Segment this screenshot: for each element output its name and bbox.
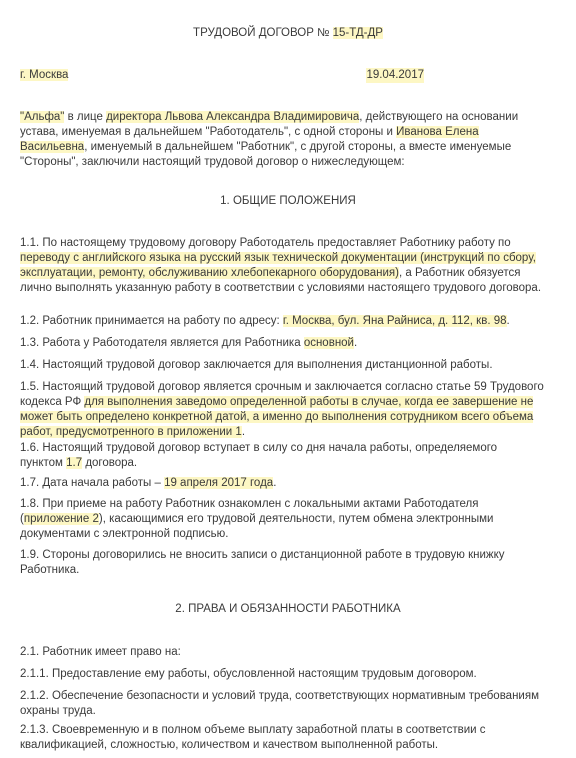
contract-term: для выполнения заведомо определенной работы в случае, когда ее завершение не может быть определено конкретной датой, а именно до выполнения сотрудником всего объема работ, предусмотренного в приложении 1 (20, 396, 534, 438)
employee-name: Иванова Елена Васильевна (20, 126, 479, 153)
clause-text: ), касающимися его трудовой деятельности, путем обмена электронными документами с электронной подписью. (20, 513, 494, 540)
clause-1-7 (20, 476, 560, 491)
clause-text: . (506, 315, 510, 327)
job-description: переводу с английского языка на русский язык технической документации (инструкций по сбору, эксплуатации, ремонту, обслуживанию хлебопекарного оборудования) (20, 252, 536, 279)
work-type: основной (303, 337, 354, 349)
clause-2-1: 2.1. Работник имеет право на: (20, 646, 181, 658)
clause-text: 1.8. При приеме на работу Работник ознакомлен с локальными актами Работодателя ( (20, 498, 479, 525)
contract-number: 15-ТД-ДР (332, 27, 383, 39)
section-2-heading: 2. ПРАВА И ОБЯЗАННОСТИ РАБОТНИКА (175, 603, 401, 615)
city: г. Москва (20, 69, 69, 81)
contract-date: 19.04.2017 (366, 69, 424, 81)
clause-2-1-3: 2.1.3. Своевременную и в полном объеме выплату заработной платы в соответствии с квалификацией, сложностью, количеством и качеством выполненной работы. (20, 724, 486, 751)
clause-1-2 (20, 314, 560, 329)
preamble-text: в лице (64, 111, 107, 123)
clause-text: 1.5. Настоящий трудовой договор является срочным и заключается согласно статье 59 Трудового кодекса РФ (20, 381, 544, 408)
clause-text: 1.2. Работник принимается на работу по адресу: (20, 315, 283, 327)
clause-1-8 (20, 497, 540, 542)
clause-text: . (354, 337, 358, 349)
document-title (0, 26, 576, 41)
clause-1-1 (20, 236, 555, 296)
clause-reference: 1.7 (66, 457, 83, 469)
section-1-heading: 1. ОБЩИЕ ПОЛОЖЕНИЯ (220, 195, 356, 207)
clause-1-5 (20, 380, 550, 440)
title-prefix: ТРУДОВОЙ ДОГОВОР № (193, 27, 333, 39)
preamble (20, 110, 522, 170)
start-date: 19 апреля 2017 года (164, 477, 274, 489)
clause-1-9: 1.9. Стороны договорились не вносить записи о дистанционной работе в трудовую книжку Работника. (20, 549, 505, 576)
preamble-text: , действующего на основании устава, именуемая в дальнейшем "Работодатель", с одной стороны и (20, 111, 519, 138)
appendix-reference: приложение 2 (23, 513, 99, 525)
clause-2-1-1: 2.1.1. Предоставление ему работы, обусловленной настоящим трудовым договором. (20, 668, 477, 680)
clause-1-6 (20, 441, 540, 471)
clause-text: 1.3. Работа у Работодателя является для Работника (20, 337, 304, 349)
clause-2-1-2: 2.1.2. Обеспечение безопасности и условий труда, соответствующих нормативным требованиям охраны труда. (20, 690, 539, 717)
work-address: г. Москва, бул. Яна Райниса, д. 112, кв. 98 (282, 315, 507, 327)
clause-text: . (273, 477, 277, 489)
employer-name: "Альфа" (20, 111, 65, 123)
clause-text: 1.1. По настоящему трудовому договору Работодатель предоставляет Работнику работу по (20, 237, 511, 249)
clause-text: , а Работник обязуется лично выполнять указанную работу в соответствии с условиями настоящего трудового договора. (20, 267, 542, 294)
clause-1-4: 1.4. Настоящий трудовой договор заключается для выполнения дистанционной работы. (20, 359, 493, 371)
clause-text: . (241, 426, 246, 438)
clause-text: 1.7. Дата начала работы – (20, 477, 165, 489)
clause-text: договора. (82, 457, 138, 469)
clause-1-3 (20, 336, 560, 351)
city-date-row (20, 68, 500, 83)
clause-text: 1.6. Настоящий трудовой договор вступает в силу со дня начала работы, определяемого пунктом (20, 442, 498, 469)
preamble-text: , именуемый в дальнейшем "Работник", с другой стороны, а вместе именуемые "Стороны", заключили настоящий трудовой договор о нижеследующем: (20, 141, 512, 168)
director-name: директора Львова Александра Владимировича (106, 111, 360, 123)
